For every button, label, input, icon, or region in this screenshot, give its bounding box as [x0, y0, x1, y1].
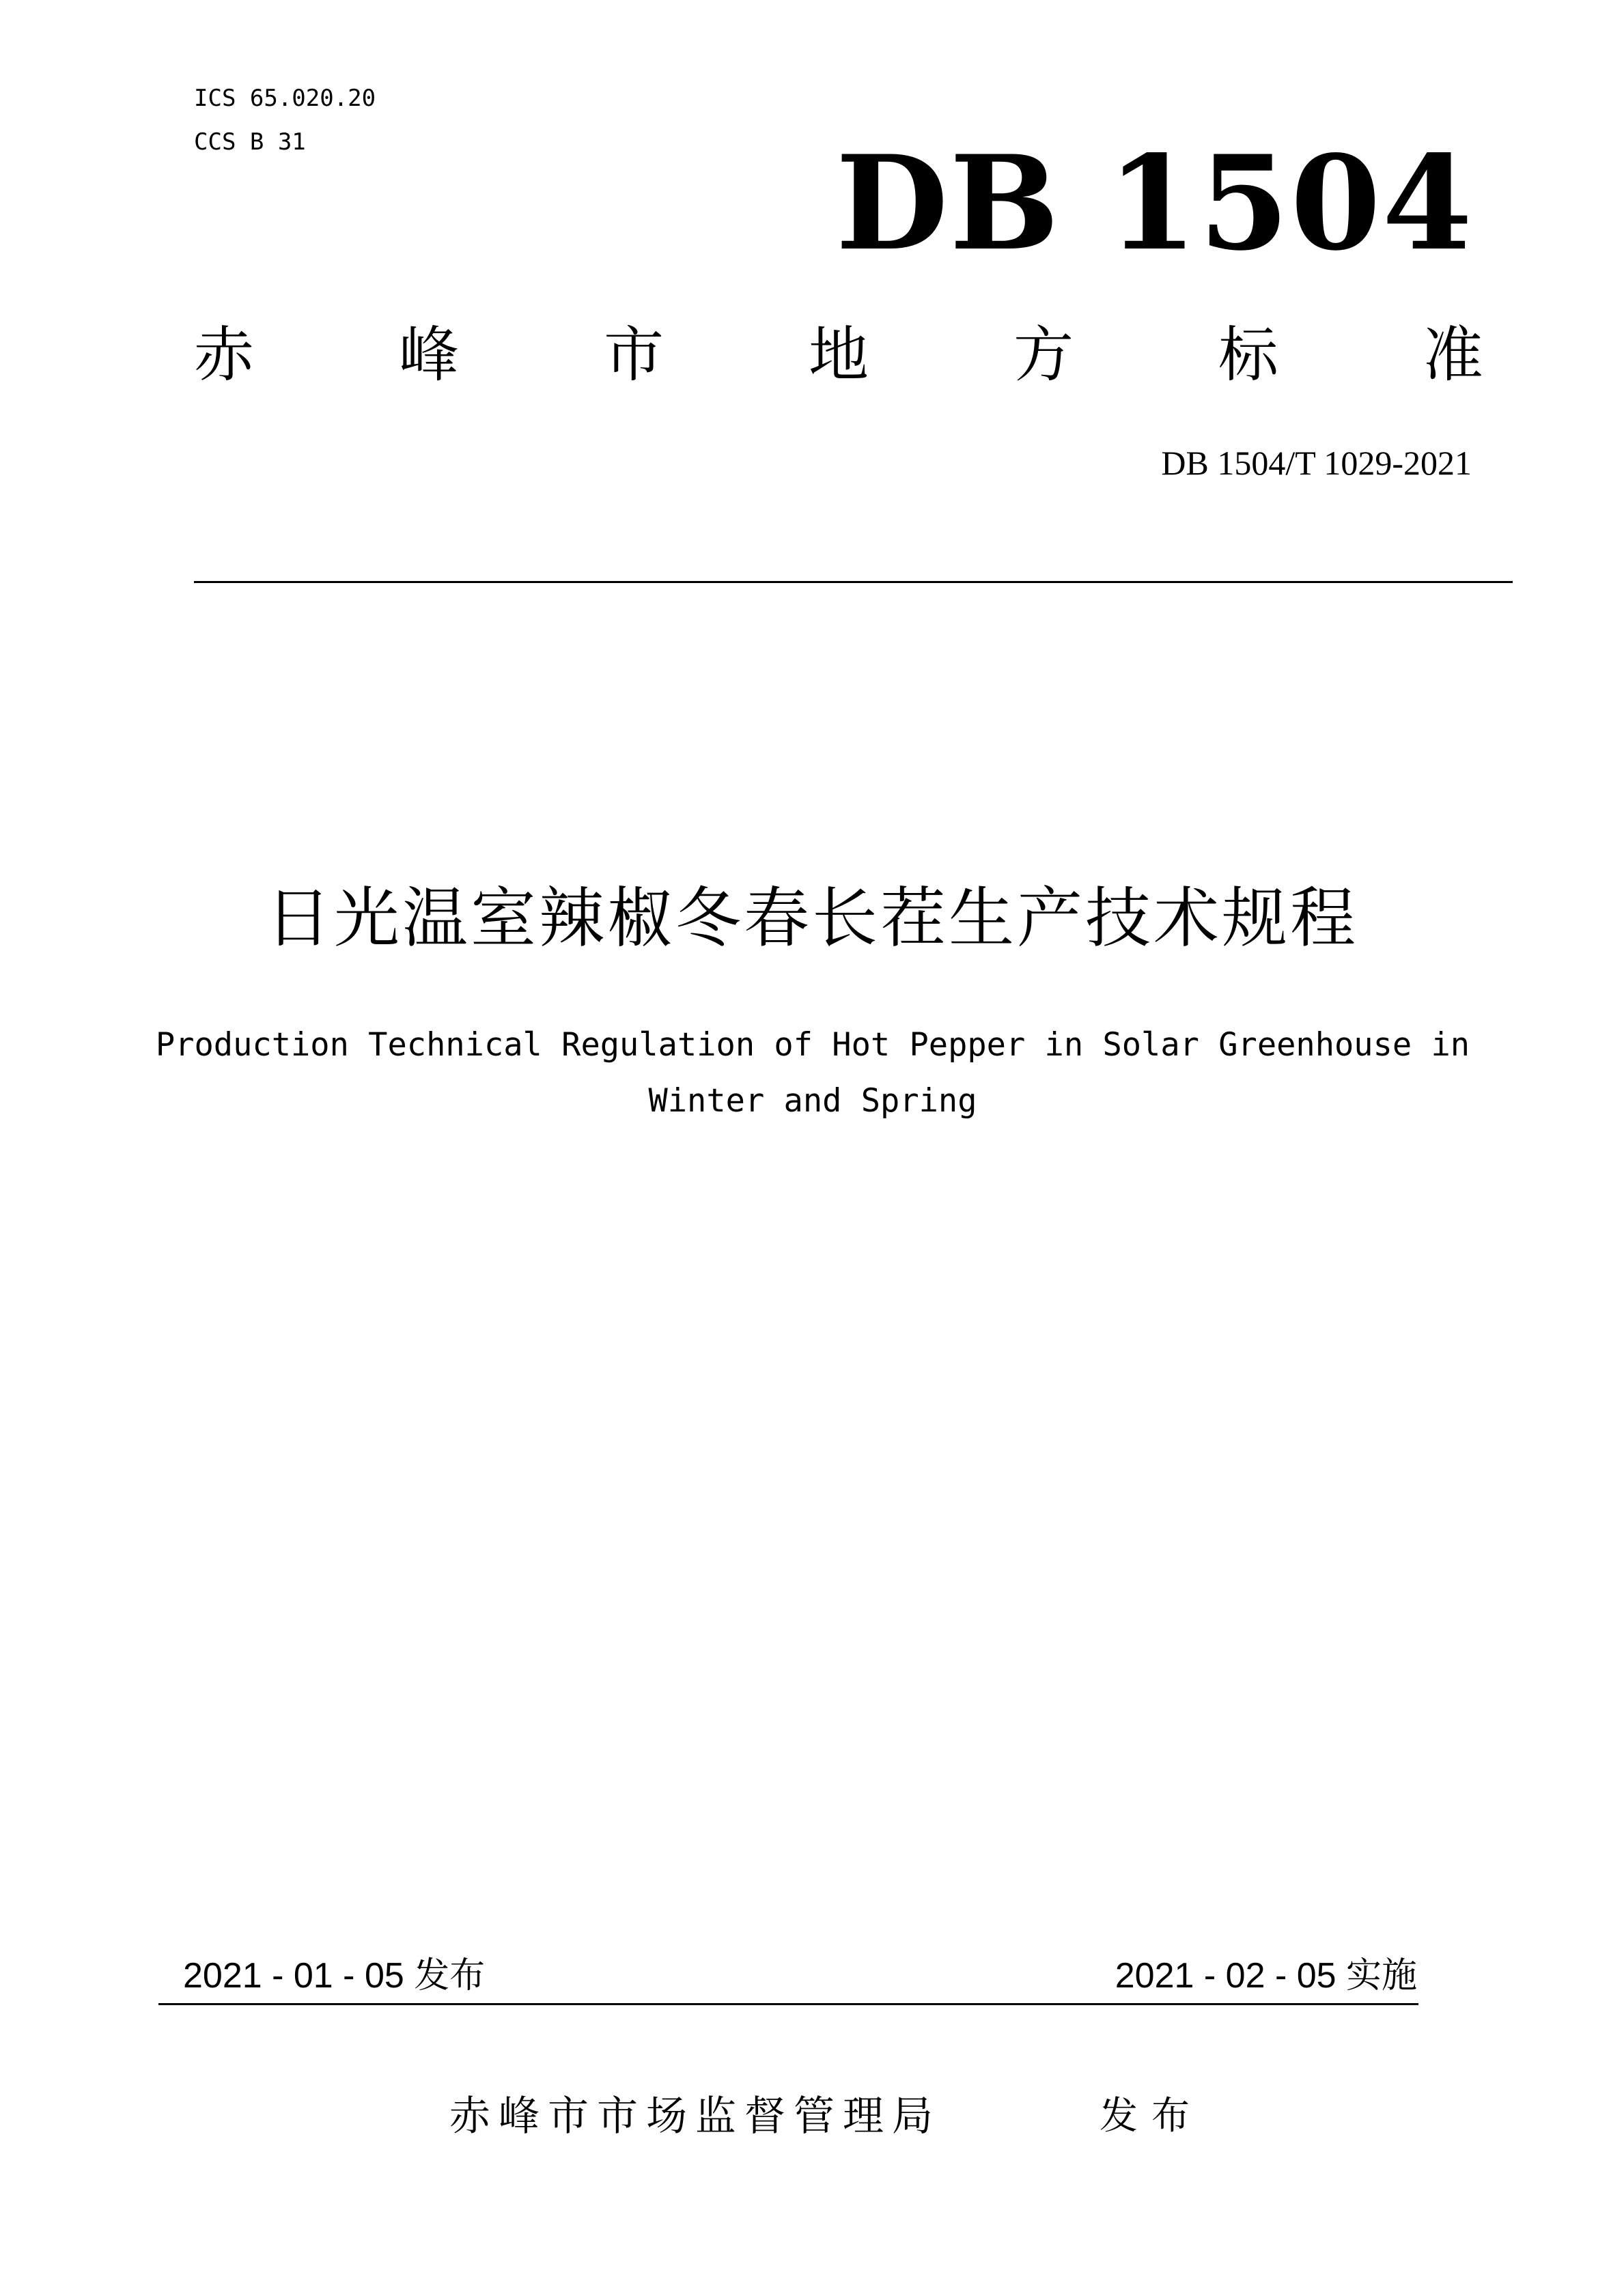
implement-date: 2021 - 02 - 05 实施 — [1115, 1956, 1417, 1996]
standard-type-char: 赤 — [194, 320, 255, 390]
document-title-english — [123, 1017, 1502, 1129]
standard-type-char: 标 — [1218, 320, 1278, 390]
standard-type-char: 方 — [1013, 320, 1074, 390]
standard-type-char: 市 — [603, 320, 664, 390]
english-title-line-2: Winter and Spring — [648, 1082, 977, 1120]
standard-number: DB 1504/T 1029-2021 — [1161, 444, 1472, 482]
standard-type-char: 地 — [808, 320, 869, 390]
standard-code-logo: DB 1504 — [835, 127, 1474, 279]
publish-date: 2021 - 01 - 05 发布 — [183, 1956, 486, 1996]
standard-type-char: 峰 — [398, 320, 459, 390]
standard-type-char: 准 — [1423, 320, 1483, 390]
english-title-line-1: Production Technical Regulation of Hot Pepper in Solar Greenhouse in — [155, 1026, 1470, 1064]
date-divider — [158, 2003, 1418, 2005]
ics-code: ICS 65.020.20 — [194, 85, 376, 112]
header-divider — [194, 581, 1513, 583]
issuing-authority: 赤峰市市场监督管理局 — [449, 2093, 941, 2140]
ccs-code: CCS B 31 — [194, 128, 306, 156]
document-title-chinese: 日光温室辣椒冬春长茬生产技术规程 — [266, 880, 1358, 956]
standard-type-heading — [194, 321, 1483, 389]
issue-label: 发布 — [1100, 2094, 1203, 2138]
